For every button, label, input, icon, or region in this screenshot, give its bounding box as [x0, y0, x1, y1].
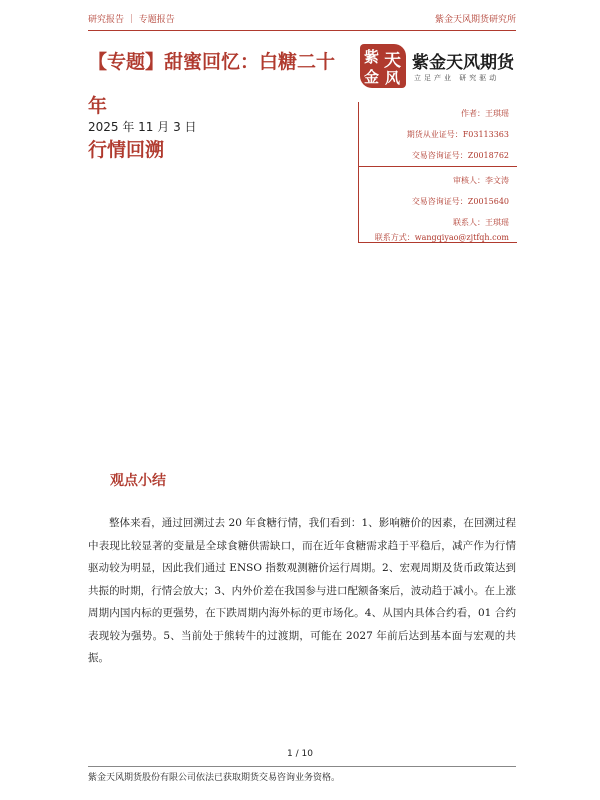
report-title-line2: 行情回溯 [88, 139, 165, 161]
contact-person: 联系人：王琪瑶 [453, 218, 509, 227]
footer-rule [88, 766, 516, 767]
consult-license: 交易咨询证号：Z0018762 [411, 151, 509, 160]
logo-slogan: 立足产业 研究驱动 [414, 74, 500, 82]
section-heading: 观点小结 [110, 473, 166, 489]
summary-paragraph: 整体来看，通过回溯过去 20 年食糖行情，我们看到：1、影响糖价的因素，在回溯过程中表现比较显著的变量是全球食糖供需缺口，而在近年食糖需求趋于平稳后，减产作为行情驱动较为明显，因此我们通过 ENSO 指数观测糖价运行周期。2、宏观周期及货币政策达到共振的时期，行情会放大；3、内外价差在我国参与进口配额备案后，波动趋于减小。在上涨周期内国内标的更强势，在下跌周期内海外标的更市场化。4、从国内具体合约看，01 合约表现较为强势。5、当前处于熊转牛的过渡期，可能在 2027 年前后达到基本面与宏观的共振。 [88, 517, 516, 664]
footer-disclaimer: 紫金天风期货股份有限公司依法已获取期货交易咨询业务资格。 [88, 773, 341, 783]
running-header [88, 12, 516, 25]
logo-seal-icon [360, 44, 406, 88]
info-divider [359, 166, 517, 167]
page-number: 1 / 10 [287, 749, 313, 759]
reviewer-consult-license: 交易咨询证号：Z0015640 [411, 197, 509, 206]
company-logo [360, 44, 520, 92]
report-title-line1: 【专题】甜蜜回忆：白糖二十年 [88, 51, 336, 117]
seal-glyph: 风 [385, 69, 401, 87]
header-rule [88, 30, 516, 31]
report-date: 2025 年 11 月 3 日 [88, 120, 197, 134]
reviewer: 审核人：李文涛 [453, 176, 509, 185]
seal-glyph: 天 [384, 51, 401, 71]
seal-glyph: 金 [364, 68, 380, 86]
seal-glyph: 紫 [364, 48, 380, 66]
contact-email[interactable]: wangqiyao@zjtfqh.com [414, 233, 509, 242]
header-institute: 紫金天风期货研究所 [434, 15, 516, 25]
contact-label: 联系方式： [374, 233, 415, 242]
header-report-type: 研究报告 ｜ 专题报告 [88, 15, 175, 25]
author-info-box [358, 102, 517, 243]
author: 作者：王琪瑶 [461, 109, 509, 118]
logo-company-name: 紫金天风期货 [412, 53, 514, 73]
futures-license: 期货从业证号：F03113363 [406, 130, 509, 139]
contact-method [375, 232, 509, 243]
report-title [88, 40, 348, 172]
